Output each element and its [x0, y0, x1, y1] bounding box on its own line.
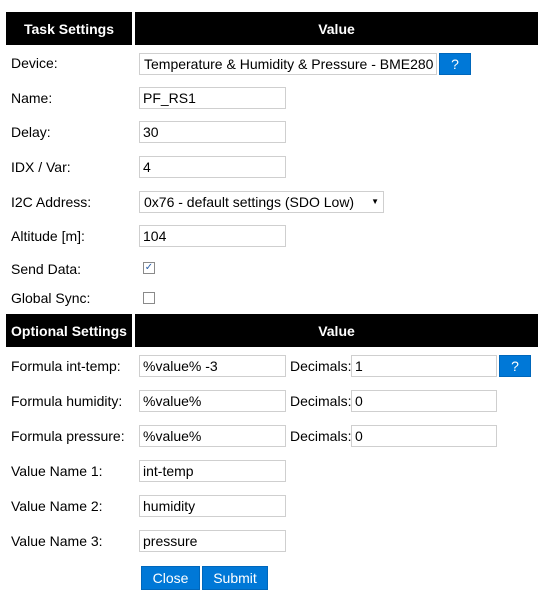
optional-settings-header-label: Optional Settings: [11, 322, 127, 339]
value-name-1-label: Value Name 1:: [11, 463, 103, 479]
send-data-label: Send Data:: [11, 261, 82, 277]
name-input[interactable]: [139, 87, 286, 109]
altitude-input[interactable]: [139, 225, 286, 247]
idx-input[interactable]: [139, 156, 286, 178]
global-sync-label: Global Sync:: [11, 290, 91, 306]
i2c-address-select-value: 0x76 - default settings (SDO Low): [144, 194, 355, 210]
optional-value-header: [135, 314, 538, 347]
chevron-down-icon: ▼: [371, 197, 379, 206]
help-icon: ?: [511, 358, 519, 374]
device-help-button[interactable]: [439, 53, 471, 75]
submit-button[interactable]: [202, 566, 268, 590]
decimals-int-temp-label: Decimals:: [290, 358, 352, 374]
optional-settings-header: [6, 314, 132, 347]
delay-label: Delay:: [11, 124, 51, 140]
value-name-2-label: Value Name 2:: [11, 498, 103, 514]
optional-value-header-label: Value: [318, 322, 355, 339]
i2c-address-select[interactable]: [139, 191, 384, 213]
help-icon: ?: [451, 56, 459, 72]
value-name-3-label: Value Name 3:: [11, 533, 103, 549]
device-select[interactable]: [139, 53, 437, 75]
task-value-header-label: Value: [318, 20, 355, 37]
delay-input[interactable]: [139, 121, 286, 143]
decimals-pressure-label: Decimals:: [290, 428, 352, 444]
checkmark-icon: ✓: [144, 262, 154, 273]
task-settings-header: [6, 12, 132, 45]
idx-label: IDX / Var:: [11, 159, 71, 175]
formula-pressure-label: Formula pressure:: [11, 428, 125, 444]
close-button[interactable]: [141, 566, 200, 590]
send-data-checkbox[interactable]: [143, 262, 155, 274]
close-button-label: Close: [152, 570, 189, 586]
value-name-1-input[interactable]: [139, 460, 286, 482]
global-sync-checkbox[interactable]: [143, 292, 155, 304]
decimals-pressure-input[interactable]: [351, 425, 497, 447]
device-select-value: Temperature & Humidity & Pressure - BME280: [144, 56, 434, 72]
name-label: Name:: [11, 90, 53, 106]
formula-pressure-input[interactable]: [139, 425, 286, 447]
task-value-header: [135, 12, 538, 45]
formula-int-temp-label: Formula int-temp:: [11, 358, 121, 374]
task-settings-header-label: Task Settings: [24, 20, 114, 37]
formula-help-button[interactable]: [499, 355, 531, 377]
decimals-humidity-label: Decimals:: [290, 393, 352, 409]
value-name-2-input[interactable]: [139, 495, 286, 517]
formula-humidity-input[interactable]: [139, 390, 286, 412]
formula-humidity-label: Formula humidity:: [11, 393, 123, 409]
altitude-label: Altitude [m]:: [11, 228, 85, 244]
formula-int-temp-input[interactable]: [139, 355, 286, 377]
decimals-humidity-input[interactable]: [351, 390, 497, 412]
submit-button-label: Submit: [213, 570, 257, 586]
value-name-3-input[interactable]: [139, 530, 286, 552]
i2c-address-label: I2C Address:: [11, 194, 92, 210]
device-label: Device:: [11, 55, 58, 71]
decimals-int-temp-input[interactable]: [351, 355, 497, 377]
